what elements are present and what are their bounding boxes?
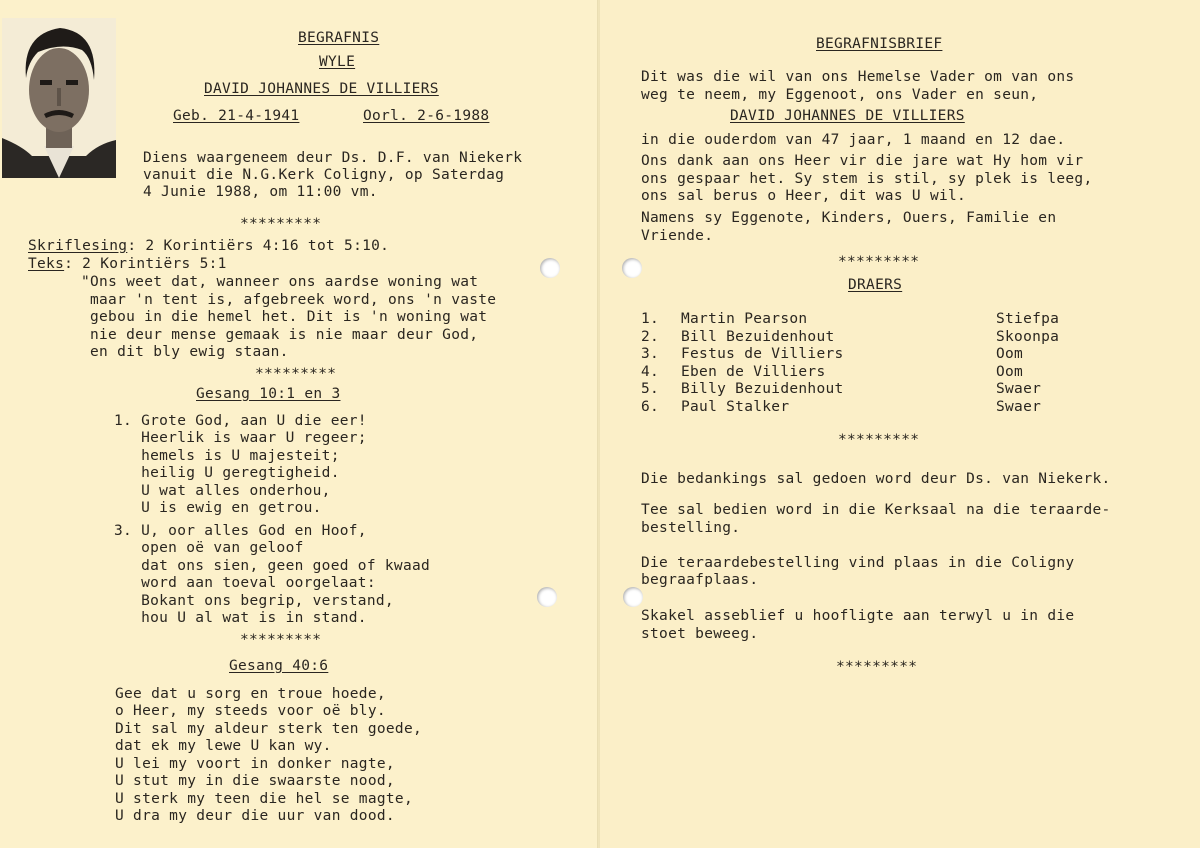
- age-line: in die ouderdom van 47 jaar, 1 maand en 12 dae.: [641, 132, 1066, 148]
- quote-line-2: maar 'n tent is, afgebreek word, ons 'n vaste: [90, 292, 497, 308]
- bearer-relation: Stiefpa: [996, 311, 1060, 327]
- bearer-name: Festus de Villiers: [681, 346, 844, 362]
- bearer-relation: Oom: [996, 364, 1024, 380]
- right-page: [600, 0, 1200, 848]
- verse1-line-4: heilig U geregtigheid.: [114, 465, 340, 481]
- bearer-num: 5.: [641, 381, 660, 397]
- text-reference: [28, 256, 227, 273]
- punch-hole: [540, 258, 560, 278]
- skriflesing-text: : 2 Korintiërs 4:16 tot 5:10.: [127, 238, 390, 254]
- bearer-name: Martin Pearson: [681, 311, 808, 327]
- bearer-name: Eben de Villiers: [681, 364, 826, 380]
- bearer-num: 2.: [641, 329, 660, 345]
- scripture-reading: [28, 238, 389, 255]
- verse3-line-4: word aan toeval oorgelaat:: [114, 575, 376, 591]
- verse40-line-4: dat ek my lewe U kan wy.: [115, 738, 332, 754]
- bearer-num: 1.: [641, 311, 660, 327]
- family-line-2: Vriende.: [641, 228, 714, 244]
- thanks-line-3: ons sal berus o Heer, dit was U wil.: [641, 188, 967, 204]
- verse1-line-1: 1. Grote God, aan U die eer!: [114, 413, 367, 429]
- birth-date: Geb. 21-4-1941: [173, 108, 300, 124]
- teraarde-line-1: Die teraardebestelling vind plaas in die Coligny: [641, 555, 1075, 571]
- bedankings-line: Die bedankings sal gedoen word deur Ds. van Niekerk.: [641, 471, 1111, 487]
- separator: *********: [240, 632, 322, 648]
- heading-begrafnisbrief: BEGRAFNISBRIEF: [816, 36, 943, 52]
- bearer-num: 4.: [641, 364, 660, 380]
- service-line-2: vanuit die N.G.Kerk Coligny, op Saterdag: [143, 167, 505, 183]
- skakel-line-1: Skakel asseblief u hoofligte aan terwyl u in die: [641, 608, 1075, 624]
- thanks-line-2: ons gespaar het. Sy stem is stil, sy plek is leeg,: [641, 171, 1093, 187]
- verse40-line-7: U sterk my teen die hel se magte,: [115, 791, 413, 807]
- skriflesing-label: Skriflesing: [28, 238, 128, 254]
- bearer-num: 6.: [641, 399, 660, 415]
- family-line-1: Namens sy Eggenote, Kinders, Ouers, Familie en: [641, 210, 1057, 226]
- deceased-name: DAVID JOHANNES DE VILLIERS: [204, 81, 439, 97]
- quote-line-5: en dit bly ewig staan.: [90, 344, 289, 360]
- skakel-line-2: stoet beweeg.: [641, 626, 759, 642]
- heading-draers: DRAERS: [848, 277, 903, 293]
- verse40-line-3: Dit sal my aldeur sterk ten goede,: [115, 721, 423, 737]
- hymn-title-2: Gesang 40:6: [229, 658, 329, 674]
- verse40-line-5: U lei my voort in donker nagte,: [115, 756, 395, 772]
- bearer-relation: Swaer: [996, 399, 1042, 415]
- teks-label: Teks: [28, 256, 65, 272]
- intro-line-1: Dit was die wil van ons Hemelse Vader om van ons: [641, 69, 1075, 85]
- verse40-line-8: U dra my deur die uur van dood.: [115, 808, 395, 824]
- punch-hole: [537, 587, 557, 607]
- quote-line-1: "Ons weet dat, wanneer ons aardse woning wat: [81, 274, 479, 290]
- verse3-line-6: hou U al wat is in stand.: [114, 610, 367, 626]
- verse1-line-5: U wat alles onderhou,: [114, 483, 331, 499]
- tee-line-2: bestelling.: [641, 520, 741, 536]
- tee-line-1: Tee sal bedien word in die Kerksaal na die teraarde-: [641, 502, 1111, 518]
- teraarde-line-2: begraafplaas.: [641, 572, 759, 588]
- verse3-line-2: open oë van geloof: [114, 540, 304, 556]
- punch-hole: [623, 587, 643, 607]
- heading-wyle: WYLE: [319, 54, 356, 70]
- separator: *********: [255, 366, 337, 382]
- heading-begrafnis: BEGRAFNIS: [298, 30, 380, 46]
- quote-line-3: gebou in die hemel het. Dit is 'n woning wat: [90, 309, 488, 325]
- bearer-relation: Skoonpa: [996, 329, 1060, 345]
- hymn-title-1: Gesang 10:1 en 3: [196, 386, 341, 402]
- punch-hole: [622, 258, 642, 278]
- verse40-line-2: o Heer, my steeds voor oë bly.: [115, 703, 386, 719]
- separator: *********: [836, 659, 918, 675]
- bearer-name: Paul Stalker: [681, 399, 790, 415]
- verse3-line-3: dat ons sien, geen goed of kwaad: [114, 558, 431, 574]
- verse40-line-1: Gee dat u sorg en troue hoede,: [115, 686, 386, 702]
- deceased-name-right: DAVID JOHANNES DE VILLIERS: [730, 108, 965, 124]
- separator: *********: [838, 432, 920, 448]
- verse1-line-3: hemels is U majesteit;: [114, 448, 340, 464]
- teks-text: : 2 Korintiërs 5:1: [64, 256, 227, 272]
- separator: *********: [838, 254, 920, 270]
- service-line-3: 4 Junie 1988, om 11:00 vm.: [143, 184, 378, 200]
- intro-line-2: weg te neem, my Eggenoot, ons Vader en seun,: [641, 87, 1039, 103]
- bearer-relation: Oom: [996, 346, 1024, 362]
- quote-line-4: nie deur mense gemaak is nie maar deur God,: [90, 327, 479, 343]
- verse40-line-6: U stut my in die swaarste nood,: [115, 773, 395, 789]
- bearer-relation: Swaer: [996, 381, 1042, 397]
- left-page: [0, 0, 598, 848]
- bearer-num: 3.: [641, 346, 660, 362]
- verse3-line-5: Bokant ons begrip, verstand,: [114, 593, 394, 609]
- death-date: Oorl. 2-6-1988: [363, 108, 490, 124]
- bearer-name: Bill Bezuidenhout: [681, 329, 835, 345]
- service-line-1: Diens waargeneem deur Ds. D.F. van Niekerk: [143, 150, 523, 166]
- thanks-line-1: Ons dank aan ons Heer vir die jare wat Hy hom vir: [641, 153, 1084, 169]
- portrait-photo: [2, 18, 116, 178]
- verse1-line-2: Heerlik is waar U regeer;: [114, 430, 367, 446]
- verse3-line-1: 3. U, oor alles God en Hoof,: [114, 523, 367, 539]
- verse1-line-6: U is ewig en getrou.: [114, 500, 322, 516]
- bearer-name: Billy Bezuidenhout: [681, 381, 844, 397]
- separator: *********: [240, 216, 322, 232]
